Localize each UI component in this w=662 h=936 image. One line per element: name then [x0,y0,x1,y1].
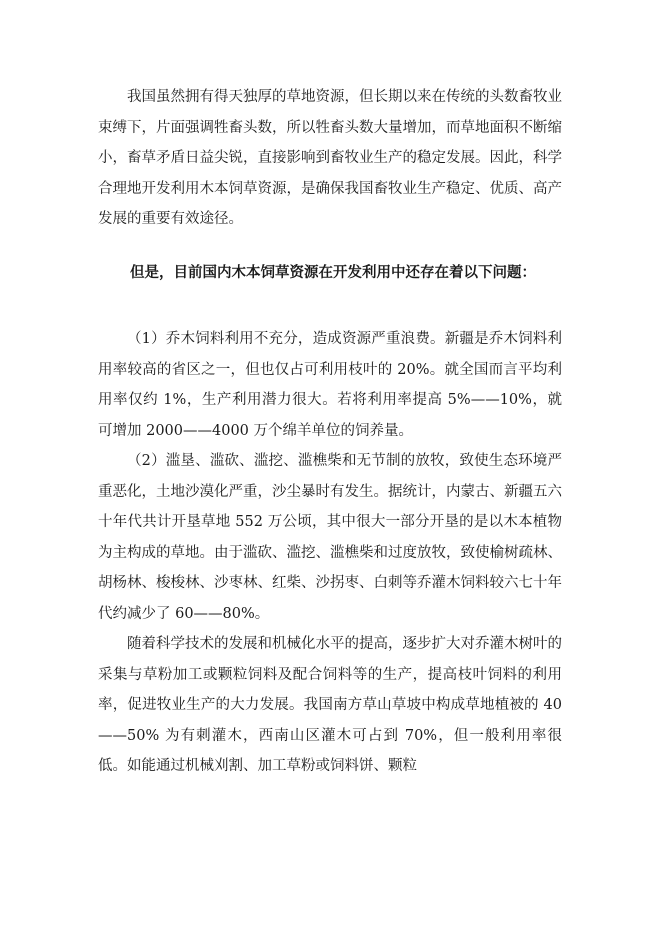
problems-section [98,324,562,782]
intro-section [98,82,562,235]
development-paragraph: 随着科学技术的发展和机械化水平的提高，逐步扩大对乔灌木树叶的采集与草粉加工或颗粒饲料及配合饲料等的生产，提高枝叶饲料的利用率，促进牧业生产的大力发展。我国南方草山草坡中构成草地植被的 40——50% 为有刺灌木，西南山区灌木可占到 70%，但一般利用率很低。如能通过机械刈割、加工草粉或饲料饼、颗粒 [98,636,562,774]
problems-heading: 但是，目前国内木本饲草资源在开发利用中还存在着以下问题： [130,265,536,281]
problem-point-2: （2）滥垦、滥砍、滥挖、滥樵柴和无节制的放牧，致使生态环境严重恶化，土地沙漠化严重，沙尘暴时有发生。据统计，内蒙古、新疆五六十年代共计开垦草地 552 万公顷，其中很大一部分开垦的是以木本植物为主构成的草地。由于滥砍、滥挖、滥樵柴和过度放牧，致使榆树疏林、胡杨林、梭梭林、沙枣林、红柴、沙拐枣、白刺等乔灌木饲料较六七十年代约减少了 60——80%。 [98,453,562,622]
intro-paragraph: 我国虽然拥有得天独厚的草地资源，但长期以来在传统的头数畜牧业束缚下，片面强调牲畜头数，所以牲畜头数大量增加，而草地面积不断缩小，畜草矛盾日益尖锐，直接影响到畜牧业生产的稳定发展。因此，科学合理地开发利用木本饲草资源，是确保我国畜牧业生产稳定、优质、高产发展的重要有效途径。 [98,89,562,227]
problem-point-1: （1）乔木饲料利用不充分，造成资源严重浪费。新疆是乔木饲料利用率较高的省区之一，但也仅占可利用枝叶的 20%。就全国而言平均利用率仅约 1%，生产利用潜力很大。若将利用率提高 5%——10%，就可增加 2000——4000 万个绵羊单位的饲养量。 [98,331,562,439]
